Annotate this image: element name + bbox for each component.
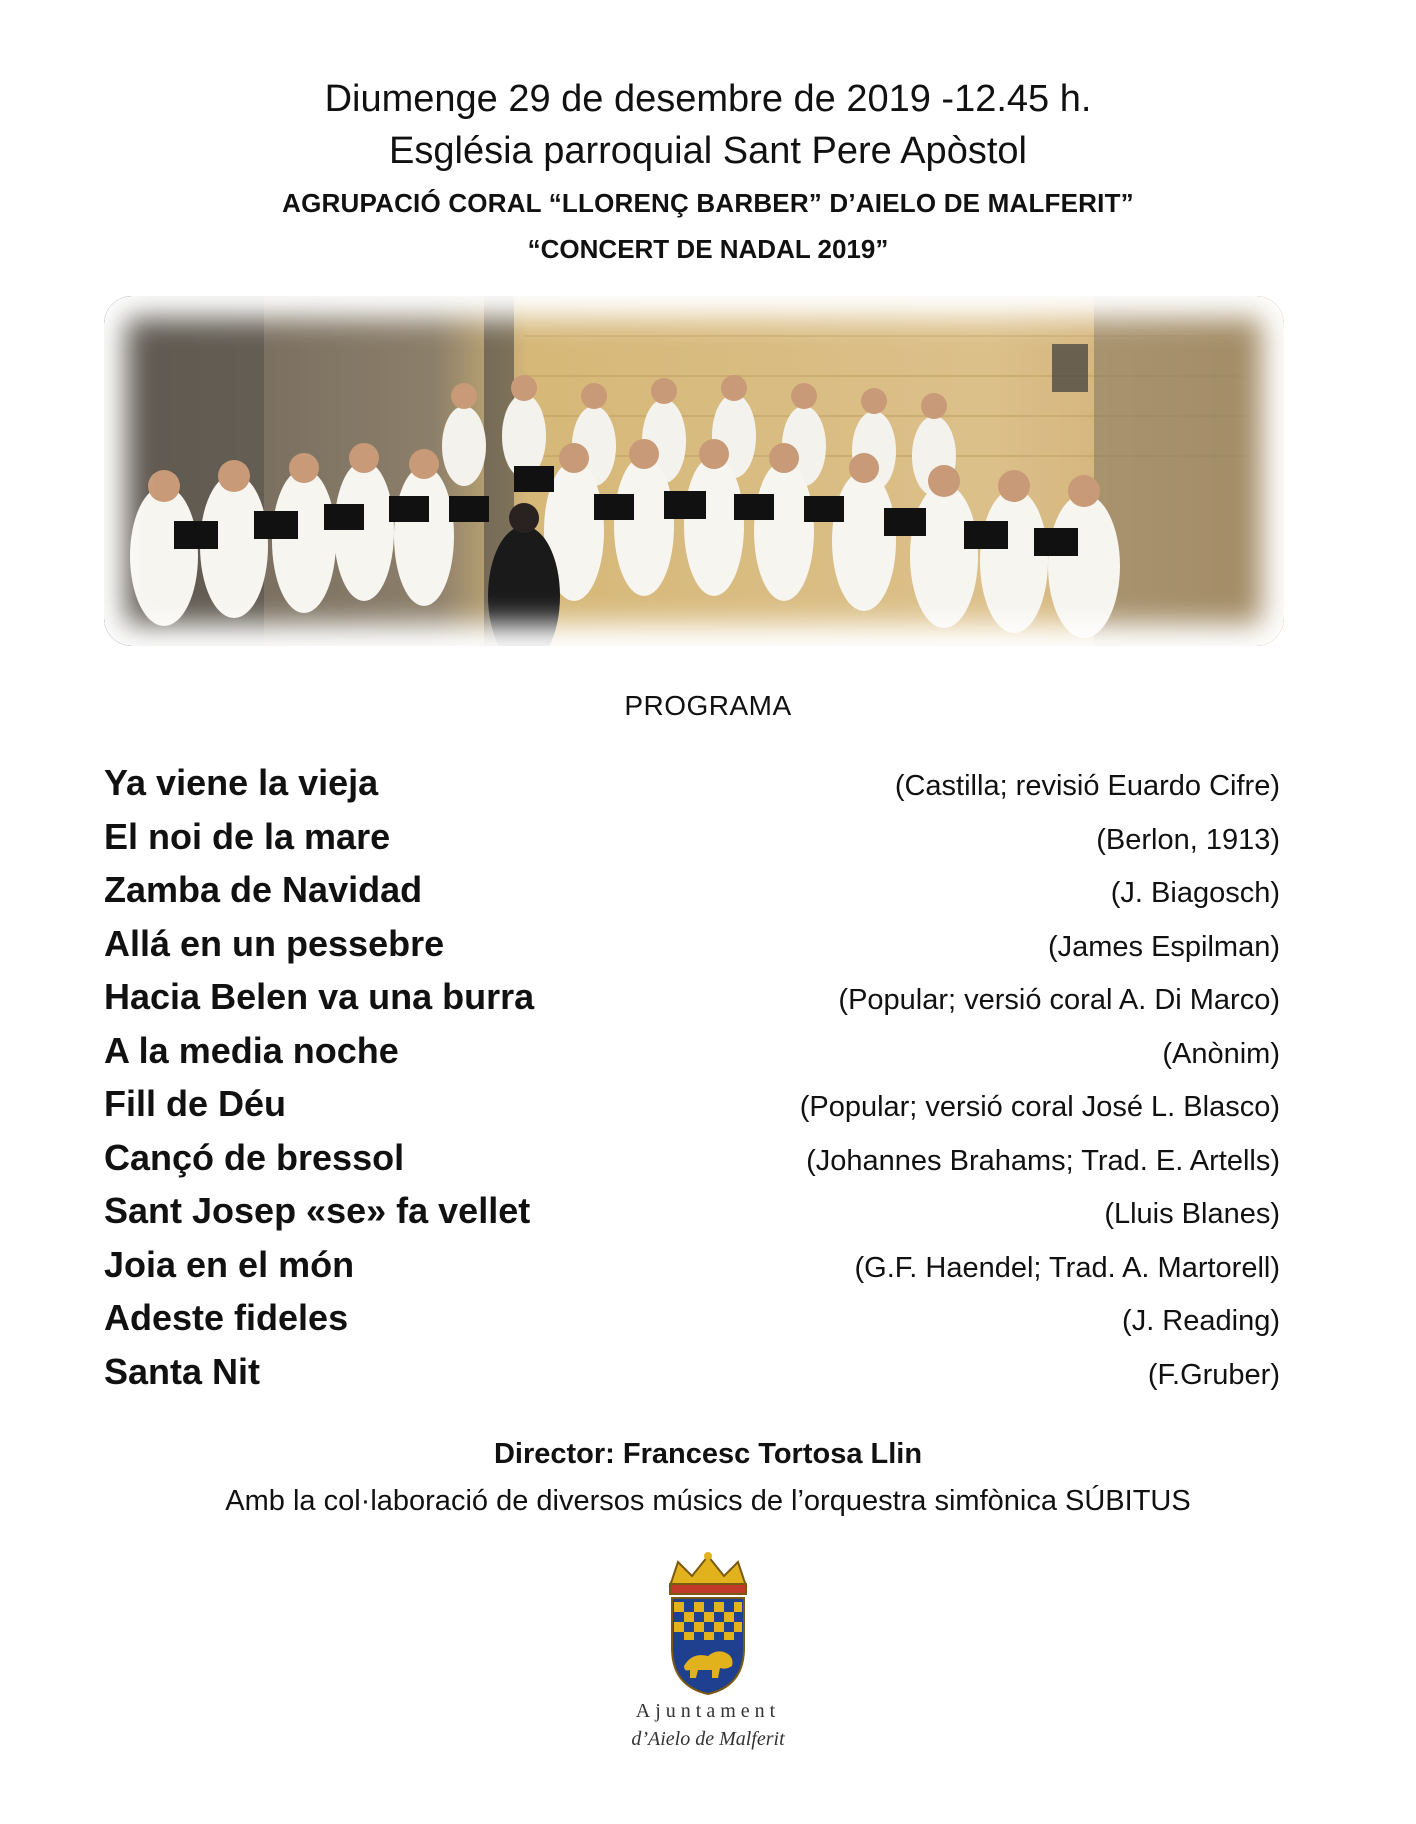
piece-title: Cançó de bressol [104, 1136, 405, 1178]
piece-title: Adeste fideles [104, 1297, 349, 1338]
collaboration-note: Amb la col·laboració de diversos músics de l’orquestra simfònica SÚBITUS [225, 1485, 1191, 1517]
piece-title: Hacia Belen va una burra [104, 976, 535, 1017]
town-crest-icon [648, 1548, 768, 1703]
piece-title: El noi de la mare [104, 815, 391, 857]
program-list [104, 762, 1280, 1404]
piece-composer: (J. Reading) [1122, 1305, 1280, 1337]
piece-composer: (Popular; versió coral A. Di Marco) [838, 984, 1280, 1016]
piece-composer: (Castilla; revisió Euardo Cifre) [894, 770, 1280, 802]
list-item [104, 1244, 1280, 1298]
list-item [104, 1030, 1280, 1084]
piece-title: Santa Nit [104, 1350, 261, 1392]
piece-composer: (Popular; versió coral José L. Blasco) [799, 1091, 1280, 1123]
piece-composer: (Anònim) [1162, 1037, 1280, 1070]
piece-title: Zamba de Navidad [104, 869, 423, 910]
list-item [104, 1190, 1280, 1244]
piece-composer: (G.F. Haendel; Trad. A. Martorell) [854, 1251, 1280, 1284]
concert-venue: Església parroquial Sant Pere Apòstol [389, 130, 1027, 172]
piece-title: Sant Josep «se» fa vellet [104, 1190, 531, 1231]
choir-name: AGRUPACIÓ CORAL “LLORENÇ BARBER” D’AIELO DE MALFERIT” [282, 188, 1134, 218]
piece-composer: (Berlon, 1913) [1096, 823, 1280, 856]
choir-photo [104, 296, 1284, 646]
list-item [104, 869, 1280, 923]
list-item [104, 1137, 1280, 1191]
list-item [104, 1351, 1280, 1405]
piece-composer: (Lluis Blanes) [1104, 1198, 1280, 1230]
piece-title: A la media noche [104, 1029, 399, 1071]
town-hall-label: Ajuntament [635, 1700, 781, 1722]
piece-composer: (J. Biagosch) [1110, 877, 1280, 909]
piece-composer: (James Espilman) [1047, 930, 1280, 963]
list-item [104, 762, 1280, 816]
list-item [104, 816, 1280, 870]
piece-title: Fill de Déu [104, 1083, 287, 1124]
concert-date: Diumenge 29 de desembre de 2019 -12.45 h. [324, 78, 1092, 120]
director-credit: Director: Francesc Tortosa Llin [493, 1438, 923, 1470]
concert-title: “CONCERT DE NADAL 2019” [527, 234, 889, 264]
list-item [104, 1297, 1280, 1351]
piece-composer: (Johannes Brahams; Trad. E. Artells) [806, 1144, 1280, 1177]
piece-title: Joia en el món [104, 1243, 355, 1285]
program-heading: PROGRAMA [624, 690, 792, 721]
town-name-label: d’Aielo de Malferit [631, 1728, 785, 1750]
piece-title: Allá en un pessebre [104, 922, 445, 964]
list-item [104, 1083, 1280, 1137]
list-item [104, 923, 1280, 977]
piece-composer: (F.Gruber) [1147, 1358, 1280, 1391]
piece-title: Ya viene la vieja [104, 762, 379, 803]
list-item [104, 976, 1280, 1030]
